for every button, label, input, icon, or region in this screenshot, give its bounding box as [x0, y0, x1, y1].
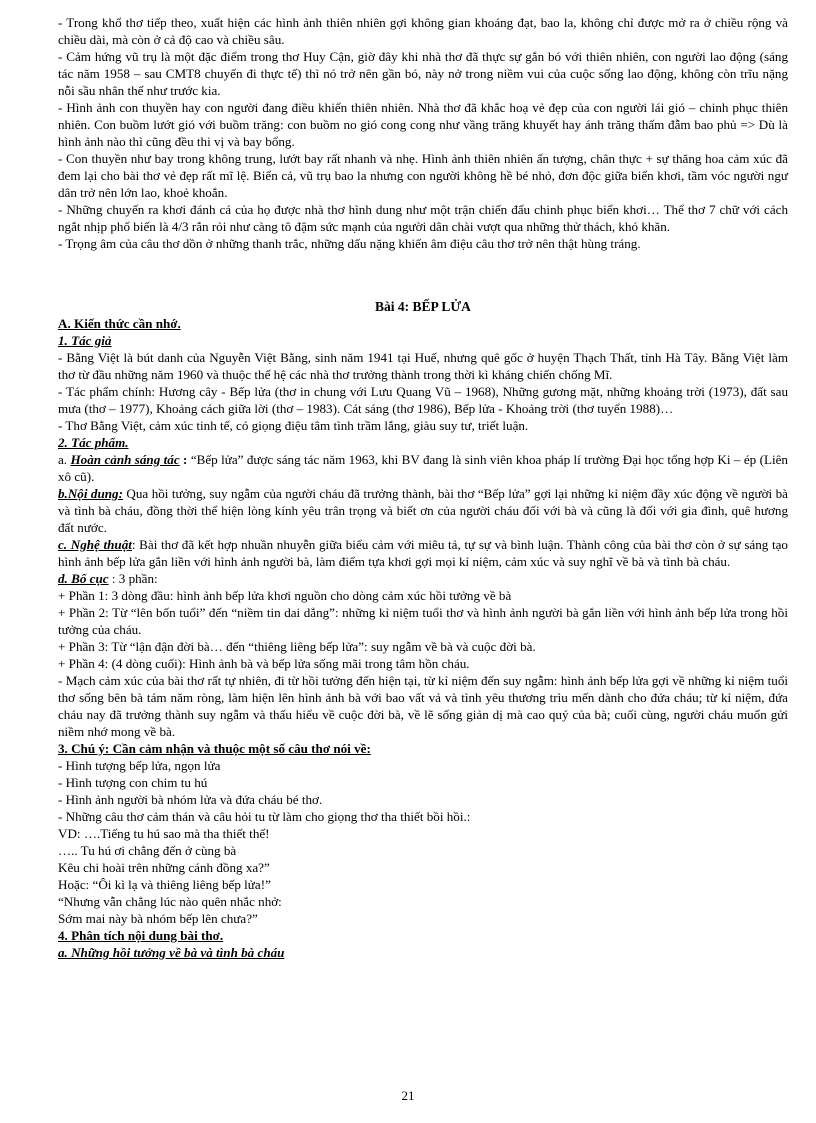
art-text: : Bài thơ đã kết hợp nhuần nhuyễn giữa biểu cảm với miêu tả, tự sự và bình luận. Thành công của bài thơ còn ở sự sáng tạo hình ảnh bếp lửa gắn liền với hình ảnh người bà, làm điểm tựa khơi gợi mọi kỉ niệm, cảm xúc và suy nghĩ về bà và tình bà cháu.	[58, 537, 788, 569]
paragraph: - Bằng Việt là bút danh của Nguyễn Việt Bằng, sinh năm 1941 tại Huế, nhưng quê gốc ở huyện Thạch Thất, tỉnh Hà Tây. Bằng Việt làm thơ từ đầu những năm 1960 và thuộc thế hệ các nhà thơ trưởng thành trong thời kì kháng chiến chống Mĩ.	[58, 350, 788, 382]
paragraph: - Những chuyến ra khơi đánh cá của họ được nhà thơ hình dung như một trận chiến đấu chinh phục biển khơi… Thể thơ 7 chữ với cách ngắt nhịp phổ biến là 4/3 rắn rỏi như càng tô đậm sức mạnh của người dân chài vượt qua những thử thách, khó khăn.	[58, 202, 788, 234]
paragraph: - Trọng âm của câu thơ dồn ở những thanh trắc, những dấu nặng khiến âm điệu câu thơ trở nên thật hùng tráng.	[58, 236, 641, 251]
paragraph-context	[58, 451, 788, 485]
note-line: - Hình tượng con chim tu hú	[58, 775, 208, 790]
label-a-prefix: a.	[58, 452, 68, 467]
paragraph: - Tác phẩm chính: Hương cây - Bếp lửa (thơ in chung với Lưu Quang Vũ – 1968), Những gương mặt, những khoảng trời (1973), đất sau mưa (thơ – 1977), Khoảng cách giữa lời (thơ – 1983). Cát sáng (thơ 1986), Bếp lửa - Khoảng trời (thơ tuyển 1988)…	[58, 384, 788, 416]
poem-line: Hoặc: “Ôi kì lạ và thiêng liêng bếp lửa!”	[58, 877, 271, 892]
paragraph: - Thơ Bằng Việt, cảm xúc tinh tế, có giọng điệu tâm tình trầm lắng, giàu suy tư, triết luận.	[58, 418, 529, 433]
poem-line: VD: ….Tiếng tu hú sao mà tha thiết thế!	[58, 826, 270, 841]
context-text: “Bếp lửa” được sáng tác năm 1963, khi BV đang là sinh viên khoa pháp lí trường Đại học tổng hợp Ki – ép (Liên xô cũ).	[58, 452, 788, 484]
analysis-heading: 4. Phân tích nội dung bài thơ.	[58, 928, 224, 943]
analysis-subheading: a. Những hồi tưởng về bà và tình bà cháu	[58, 945, 285, 960]
page-number: 21	[401, 1088, 415, 1103]
paragraph-art	[58, 536, 788, 570]
section-a-heading: A. Kiến thức cần nhớ.	[58, 316, 181, 331]
paragraph: - Hình ảnh con thuyền hay con người đang điều khiển thiên nhiên. Nhà thơ đã khắc hoạ vẻ đẹp của con người lái gió – chinh phục thiên nhiên. Con buồm lướt gió với buồm trăng: con buồm no gió cong cong như vầng trăng khuyết hay ánh trăng thấm đẫm bao phủ => Dù là hình ảnh nào thì cũng đều thi vị và bay bổng.	[58, 100, 788, 149]
poem-line: “Nhưng vẫn chẳng lúc nào quên nhắc nhở:	[58, 894, 282, 909]
structure-part-3: + Phần 3: Từ “lận đận đời bà… đến “thiêng liêng bếp lửa”: suy ngẫm về bà và cuộc đời bà.	[58, 639, 536, 654]
structure-part-2: + Phần 2: Từ “lên bốn tuổi” đến “niềm tin dai dẳng”: những kỉ niệm tuổi thơ và hình ảnh người bà gắn liền với hình ảnh bếp lửa trong hồi tưởng của cháu.	[58, 605, 788, 637]
label-context: Hoàn cảnh sáng tác	[70, 452, 180, 467]
paragraph-content	[58, 485, 788, 536]
label-colon: :	[179, 452, 191, 467]
paragraph: - Mạch cảm xúc của bài thơ rất tự nhiên, đi từ hồi tưởng đến hiện tại, từ kỉ niệm đến suy ngẫm: hình ảnh bếp lửa gợi về những kỉ niệm tuổi thơ sống bên bà tám năm ròng, làm hiện lên hình ảnh bà với bao vất vả và tình yêu thương trìu mến dành cho đứa cháu; từ kỉ niệm, đứa cháu nay đã trưởng thành suy ngẫm và thấu hiểu về cuộc đời bà, về lẽ sống giản dị mà cao quý của bà; cuối cùng, người cháu muốn gửi niềm nhớ mong về bà.	[58, 673, 788, 739]
note-line: - Hình tượng bếp lửa, ngọn lửa	[58, 758, 221, 773]
poem-line: ….. Tu hú ơi chẳng đến ở cùng bà	[58, 843, 237, 858]
structure-text: : 3 phần:	[108, 571, 158, 586]
paragraph: - Trong khổ thơ tiếp theo, xuất hiện các hình ảnh thiên nhiên gợi không gian khoáng đạt, bao la, không chỉ được mở ra ở chiều rộng và chiều dài, mà còn ở cả độ cao và chiều sâu.	[58, 15, 788, 47]
poem-line: Kêu chi hoài trên những cánh đồng xa?”	[58, 860, 270, 875]
note-line: - Những câu thơ cảm thán và câu hỏi tu từ làm cho giọng thơ tha thiết bồi hồi.:	[58, 809, 471, 824]
note-heading: 3. Chú ý: Cần cảm nhận và thuộc một số câu thơ nói về:	[58, 741, 371, 756]
label-structure: d. Bố cục	[58, 571, 109, 586]
author-heading: 1. Tác giả	[58, 333, 112, 348]
content-text: Qua hồi tưởng, suy ngẫm của người cháu đã trưởng thành, bài thơ “Bếp lửa” gợi lại những kỉ niệm đầy xúc động về người bà và tình bà cháu, đồng thời thể hiện lòng kính yêu trân trọng và biết ơn của người cháu đối với bà và cũng là đối với gia đình, quê hương đất nước.	[58, 486, 788, 535]
label-art: c. Nghệ thuật	[58, 537, 132, 552]
spacer	[58, 252, 788, 298]
structure-part-1: + Phần 1: 3 dòng đầu: hình ảnh bếp lửa khơi nguồn cho dòng cảm xúc hồi tưởng về bà	[58, 588, 512, 603]
note-line: - Hình ảnh người bà nhóm lửa và đứa cháu bé thơ.	[58, 792, 323, 807]
paragraph-structure	[58, 570, 788, 587]
label-content: b.Nội dung:	[58, 486, 123, 501]
structure-part-4: + Phần 4: (4 dòng cuối): Hình ảnh bà và bếp lửa sống mãi trong tâm hồn cháu.	[58, 656, 470, 671]
poem-line: Sớm mai này bà nhóm bếp lên chưa?”	[58, 911, 258, 926]
lesson-title: Bài 4: BẾP LỬA	[375, 299, 471, 314]
work-heading: 2. Tác phẩm.	[58, 435, 129, 450]
paragraph: - Cảm hứng vũ trụ là một đặc điểm trong thơ Huy Cận, giờ đây khi nhà thơ đã thực sự gắn bó với thiên nhiên, con người lao động (sáng tác năm 1958 – sau CMT8 chuyến đi thực tế) thì nó trở nên gần bó, này nở trong niềm vui của cuộc sống lao động, không còn trĩu nặng nỗi sầu nhân thế như trước kia.	[58, 49, 788, 98]
paragraph: - Con thuyền như bay trong không trung, lướt bay rất nhanh và nhẹ. Hình ảnh thiên nhiên ấn tượng, chân thực + sự thăng hoa cảm xúc đã đem lại cho bài thơ vẻ đẹp rất mĩ lệ. Biển cả, vũ trụ bao la nhưng con người không hề bé nhỏ, đơn độc giữa biển khơi, tầm vóc người ngư dân trở nên lớn lao, khoẻ khoắn.	[58, 151, 788, 200]
